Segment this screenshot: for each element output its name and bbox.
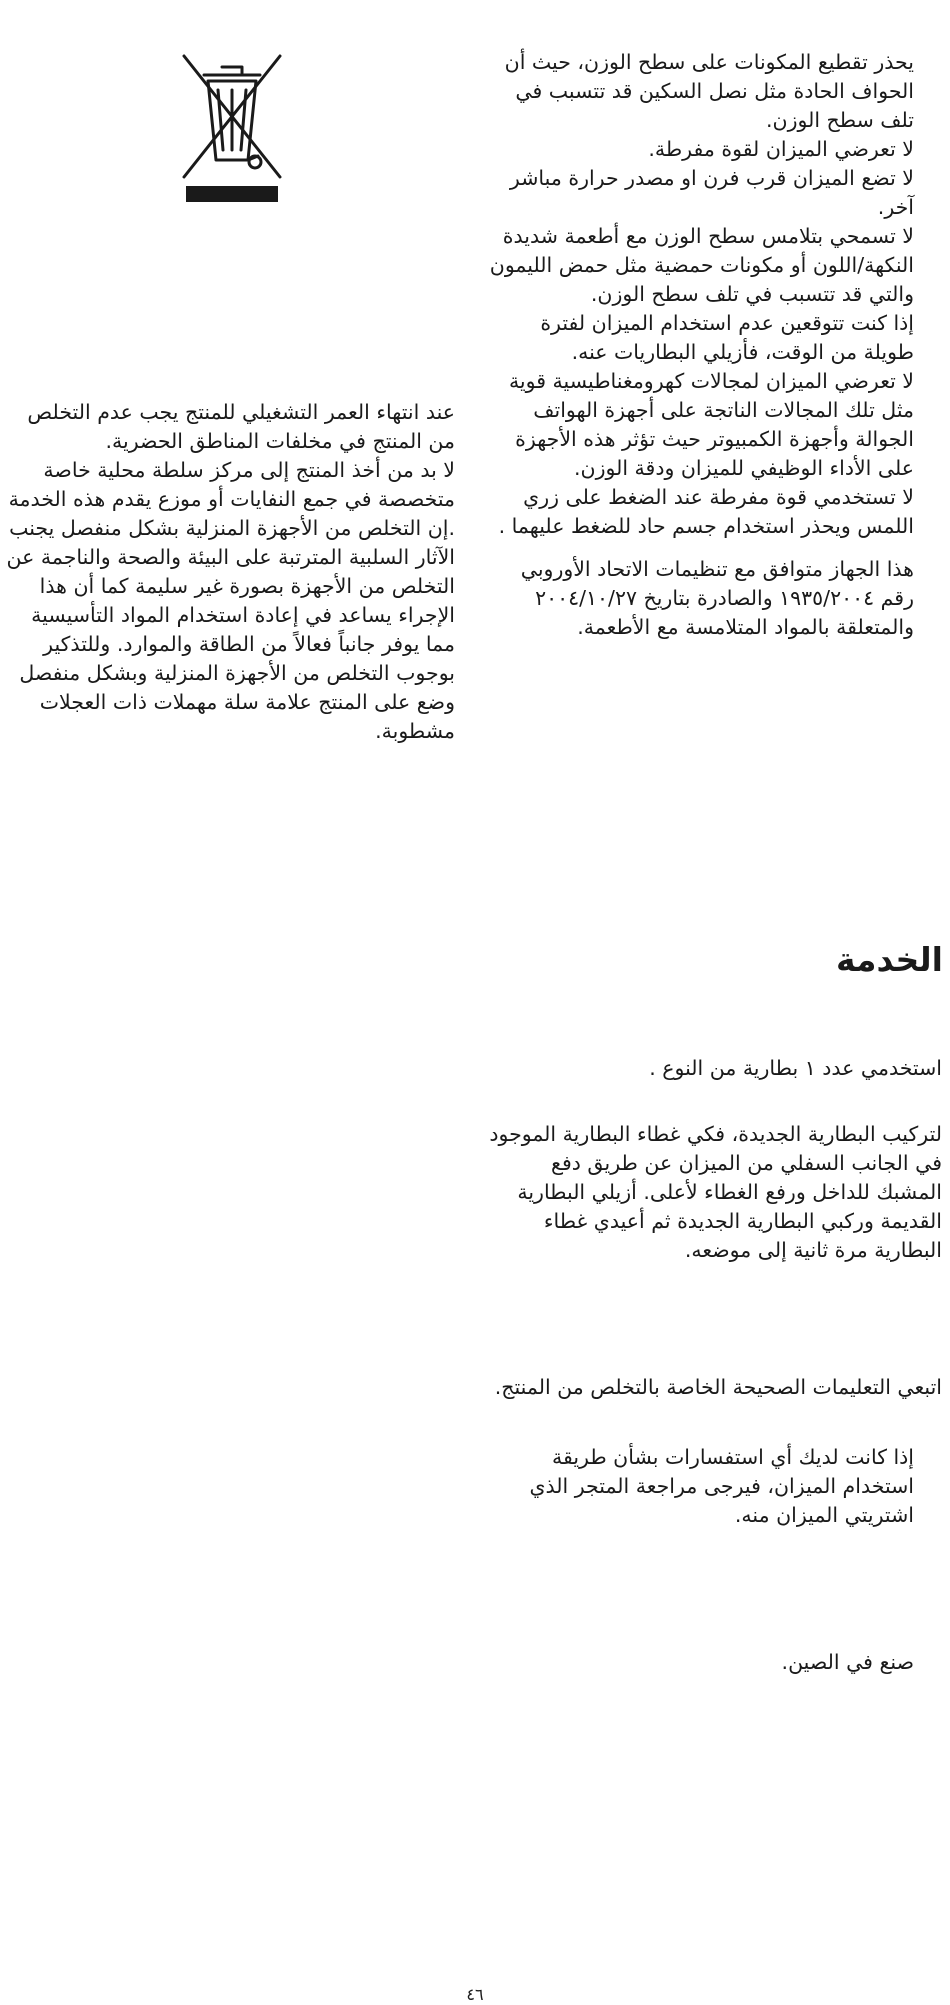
battery-install-text: لتركيب البطارية الجديدة، فكي غطاء البطارية الموجود في الجانب السفلي من الميزان عن طريق دفع المشبك للداخل ورفع الغطاء لأعلى. أزيلي البطارية القديمة وركبي البطارية الجديدة ثم أعيدي غطاء البطارية مرة ثانية إلى موضعه. (489, 1122, 942, 1262)
crossed-out-wheelie-bin-icon (176, 52, 288, 202)
note-heat-source: لا تضع الميزان قرب فرن او مصدر حرارة مباشر آخر. (509, 166, 914, 219)
made-in-text: صنع في الصين. (781, 1650, 914, 1674)
note-eu-regulation: هذا الجهاز متوافق مع تنظيمات الاتحاد الأوروبي رقم ١٩٣٥/٢٠٠٤ والصادرة بتاريخ ٢٠٠٤/١٠/٢٧ والمتعلقة بالمواد المتلامسة مع الأطعمة. (520, 557, 914, 639)
disposal-collection: لا بد من أخذ المنتج إلى مركز سلطة محلية خاصة متخصصة في جمع النفايات أو موزع يقدم هذه الخدمة .إن التخلص من الأجهزة المنزلية بشكل منفصل يجنب الآثار السلبية المترتبة على البيئة والصحة والناجمة عن التخلص من الأجهزة بصورة غير سليمة كما أن هذا الإجراء يساعد في إعادة استخدام المواد التأسيسية مما يوفر جانباً فعالاً من الطاقة والموارد. وللتذكير بوجوب التخلص من الأجهزة المنزلية وبشكل منفصل وضع على المنتج علامة سلة مهملات ذات العجلات مشطوبة. (6, 458, 455, 743)
disposal-instructions-text: اتبعي التعليمات الصحيحة الخاصة بالتخلص من المنتج. (494, 1375, 942, 1399)
note-remove-batteries: إذا كنت تتوقعين عدم استخدام الميزان لفترة طويلة من الوقت، فأزيلي البطاريات عنه. (540, 311, 914, 364)
disposal-notes-column (6, 398, 455, 746)
safety-notes-column (488, 48, 914, 642)
note-excessive-force: لا تعرضي الميزان لقوة مفرطة. (648, 137, 914, 161)
disposal-end-of-life: عند انتهاء العمر التشغيلي للمنتج يجب عدم التخلص من المنتج في مخلفات المناطق الحضرية. (27, 400, 455, 453)
page-number: ٤٦ (466, 1985, 484, 2004)
note-cutting: يحذر تقطيع المكونات على سطح الوزن، حيث أن الحواف الحادة مثل نصل السكين قد تتسبب في تلف سطح الوزن. (504, 50, 914, 132)
battery-type-text: استخدمي عدد ١ بطارية من النوع . (649, 1056, 942, 1080)
questions-text: إذا كانت لديك أي استفسارات بشأن طريقة استخدام الميزان، فيرجى مراجعة المتجر الذي اشتريتي الميزان منه. (529, 1445, 914, 1527)
service-title: الخدمة (836, 940, 943, 979)
note-touch-buttons: لا تستخدمي قوة مفرطة عند الضغط على زري اللمس ويحذر استخدام جسم حاد للضغط عليهما . (498, 485, 914, 538)
note-acidic-foods: لا تسمحي بتلامس سطح الوزن مع أطعمة شديدة النكهة/اللون أو مكونات حمضية مثل حمض الليمون والتي قد تتسبب في تلف سطح الوزن. (489, 224, 914, 306)
note-electromagnetic: لا تعرضي الميزان لمجالات كهرومغناطيسية قوية مثل تلك المجالات الناتجة على أجهزة الهواتف الجوالة وأجهزة الكمبيوتر حيث تؤثر هذه الأجهزة على الأداء الوظيفي للميزان ودقة الوزن. (508, 369, 914, 480)
